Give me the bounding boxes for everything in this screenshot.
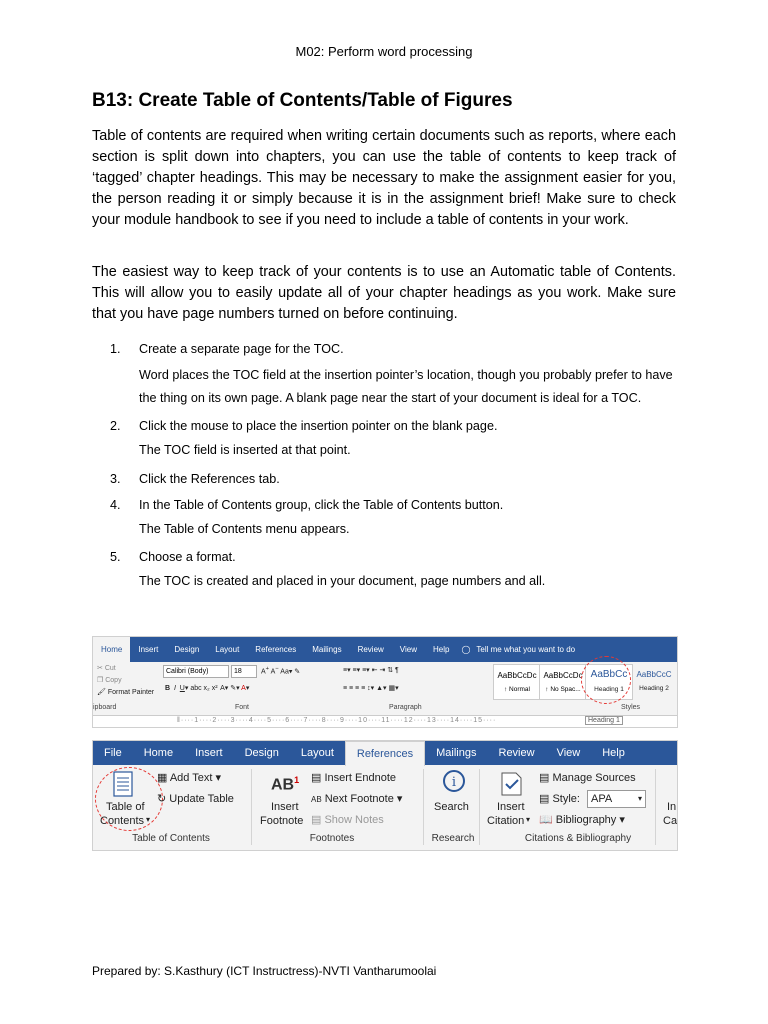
next-footnote-button[interactable]: AB Next Footnote ▾	[311, 793, 403, 805]
chevron-down-icon: ▾	[526, 815, 531, 824]
ruler-ticks: ‖····1····2····3····4····5····6····7····8····9····10····11····12····13····14····15····	[177, 717, 497, 724]
tab-help[interactable]: Help	[433, 645, 450, 654]
font-size-select[interactable]: 18	[231, 665, 257, 678]
list-item	[110, 417, 676, 462]
manage-sources-button[interactable]: ▤ Manage Sources	[539, 772, 636, 784]
ruler	[93, 715, 677, 728]
ribbon-tab-bar	[93, 637, 677, 662]
tab-layout[interactable]: Layout	[215, 645, 240, 654]
group-divider	[251, 769, 252, 845]
style-label: ↑ Normal	[503, 686, 530, 693]
bibliography-button[interactable]: 📖 Bibliography ▾	[539, 814, 625, 826]
style-label: Heading 2	[639, 685, 669, 692]
copy-button[interactable]: ❐ Copy	[97, 677, 122, 684]
tab-insert[interactable]: Insert	[195, 747, 223, 759]
step-number: 2.	[110, 419, 121, 433]
list-item	[110, 496, 676, 541]
citation-style-select[interactable]: APA ▾	[587, 790, 646, 808]
step-text: Click the mouse to place the insertion pointer on the blank page.	[139, 419, 498, 433]
tab-design[interactable]: Design	[174, 645, 200, 654]
step-text: Click the References tab.	[139, 471, 280, 486]
group-label-clipboard: ipboard	[93, 704, 117, 711]
group-label-research: Research	[431, 833, 475, 844]
insert-footnote-line1: Insert	[271, 801, 299, 813]
step-detail: The TOC is created and placed in your document, page numbers and all.	[139, 574, 546, 588]
group-label-styles: Styles	[621, 704, 641, 711]
toc-label-line1: Table of	[106, 801, 145, 813]
style-label: ↑ No Spac...	[545, 686, 581, 693]
style-preview: AaBbCcDc	[543, 671, 583, 680]
format-painter-button[interactable]: 🖌 Format Painter	[97, 689, 155, 696]
font-name-select[interactable]: Calibri (Body)	[163, 665, 229, 678]
list-item	[110, 470, 676, 488]
format-painter-label: Format Painter	[107, 689, 155, 696]
align-buttons[interactable]: ≡ ≡ ≡ ≡ ↕▾ ▲▾ ▦▾	[343, 685, 399, 692]
step-detail: The TOC field is inserted at that point.	[139, 443, 351, 457]
insert-citation-icon	[499, 771, 525, 797]
ribbon-tab-bar	[93, 741, 677, 765]
insert-footnote-icon: $AB^1$	[271, 775, 300, 794]
tab-review[interactable]: Review	[498, 747, 535, 759]
group-divider	[423, 769, 424, 845]
tab-view[interactable]: View	[399, 645, 417, 654]
step-detail: The Table of Contents menu appears.	[139, 521, 350, 536]
tell-me-input[interactable]: Tell me what you want to do	[476, 645, 576, 654]
insert-citation-line1: Insert	[497, 801, 525, 813]
ribbon-body	[93, 662, 677, 710]
highlight-circle	[581, 656, 631, 704]
copy-label: Copy	[105, 677, 122, 684]
tab-home[interactable]: Home	[143, 747, 174, 759]
steps-list	[110, 340, 676, 593]
insert-caption-line1[interactable]: In	[667, 801, 677, 813]
search-button[interactable]: Search	[434, 801, 469, 813]
tab-review[interactable]: Review	[357, 645, 384, 654]
group-divider	[479, 769, 480, 845]
tab-layout[interactable]: Layout	[300, 747, 334, 759]
tab-references[interactable]: References	[255, 645, 297, 654]
insert-citation-line2: Citation	[487, 815, 525, 827]
tab-references[interactable]: References	[345, 741, 425, 766]
step-text: Create a separate page for the TOC.	[139, 342, 344, 356]
font-format-buttons[interactable]: B I U▾ abc x₂ x² A▾ ✎▾ A▾	[165, 685, 250, 692]
add-text-label: Add Text	[169, 772, 213, 784]
style-label: Heading 1	[594, 686, 624, 693]
tab-view[interactable]: View	[556, 747, 581, 759]
step-number: 3.	[110, 471, 121, 486]
style-no-spacing[interactable]	[539, 664, 587, 700]
group-divider	[655, 769, 656, 845]
ribbon-screenshot-home	[92, 636, 678, 728]
list-item	[110, 548, 676, 593]
ruler-tooltip: Heading 1	[585, 716, 623, 725]
update-table-label: Update Table	[169, 793, 234, 805]
show-notes-button[interactable]: ▤ Show Notes	[311, 814, 384, 826]
insert-caption-line2[interactable]: Ca	[663, 815, 678, 827]
search-icon	[442, 769, 466, 793]
group-label-paragraph: Paragraph	[389, 704, 422, 711]
page-title: B13: Create Table of Contents/Table of Figures	[92, 90, 513, 111]
step-detail: Word places the TOC field at the insertion pointer’s location, though you probably prefer to have the thing on its own page. A blank page near the start of your document is ideal for a TOC.	[139, 368, 673, 405]
toc-label-line2: Contents	[100, 815, 145, 827]
tab-insert[interactable]: Insert	[138, 645, 159, 654]
footnote-ab-glyph: AB	[271, 776, 295, 794]
add-text-button[interactable]: ▦ Add Text ▾	[157, 772, 222, 784]
insert-endnote-label: Insert Endnote	[324, 772, 397, 784]
next-footnote-label: Next Footnote	[324, 793, 394, 805]
step-text: In the Table of Contents group, click the Table of Contents button.	[139, 497, 504, 512]
update-table-button[interactable]: ↻ Update Table	[157, 793, 234, 805]
list-buttons[interactable]: ≡▾ ≡▾ ≡▾ ⇤ ⇥ ⇅ ¶	[343, 667, 399, 674]
tab-design[interactable]: Design	[244, 747, 279, 759]
style-normal[interactable]	[493, 664, 541, 700]
paragraph-intro: Table of contents are required when writing certain documents such as reports, where each section is split down into chapters, you can use the table of contents to keep track of ‘tagged’ chapter headings. This may be necessary to make the assignment easier for you, the person reading it or simply because it is in the assignment brief! Make sure to check your module handbook to see if you need to include a table of contents in your work.	[92, 128, 676, 228]
ribbon-screenshot-references	[92, 740, 678, 851]
tab-home[interactable]: Home	[93, 637, 130, 662]
highlight-circle	[95, 767, 163, 831]
style-preview: AaBbCcC	[636, 670, 672, 679]
group-labels	[93, 704, 677, 714]
cut-button[interactable]: ✂ Cut	[97, 665, 116, 672]
font-size-buttons[interactable]: A+ A− Aa▾ ✎	[261, 666, 301, 676]
paragraph-automatic-toc: The easiest way to keep track of your contents is to use an Automatic table of Contents. This will allow you to easily update all of your chapter headings as you work. Make sure that you have page numbers turned on before continuing.	[92, 264, 676, 322]
tab-file[interactable]: File	[104, 747, 122, 759]
group-label-font: Font	[235, 704, 250, 711]
step-number: 5.	[110, 550, 121, 564]
list-item	[110, 340, 676, 409]
style-label-text: Style:	[552, 793, 580, 805]
ribbon-body	[93, 765, 677, 850]
step-number: 4.	[110, 497, 121, 512]
step-number: 1.	[110, 342, 121, 356]
insert-footnote-line2: Footnote	[260, 815, 304, 827]
style-preview: AaBbCc	[590, 669, 628, 680]
group-label-citations: Citations & Bibliography	[524, 833, 632, 844]
style-heading-2[interactable]	[631, 664, 677, 698]
svg-text:i: i	[451, 775, 457, 790]
cut-label: Cut	[104, 665, 116, 672]
bibliography-label: Bibliography	[555, 814, 617, 826]
group-label-toc: Table of Contents	[132, 833, 210, 844]
chevron-down-icon: ▾	[146, 815, 151, 824]
show-notes-label: Show Notes	[324, 814, 384, 826]
manage-sources-label: Manage Sources	[552, 772, 636, 784]
page-header: M02: Perform word processing	[295, 44, 473, 59]
insert-endnote-button[interactable]: ▤ Insert Endnote	[311, 772, 397, 784]
group-label-footnotes: Footnotes	[309, 833, 355, 844]
tab-mailings[interactable]: Mailings	[436, 747, 477, 759]
tab-mailings[interactable]: Mailings	[312, 645, 342, 654]
page-footer: Prepared by: S.Kasthury (ICT Instructress)-NVTI Vantharumoolai	[92, 964, 437, 978]
step-text: Choose a format.	[139, 550, 236, 564]
tab-help[interactable]: Help	[602, 747, 625, 759]
style-label: ▤ Style:	[539, 793, 580, 805]
lightbulb-icon: ◯	[461, 645, 471, 654]
style-preview: AaBbCcDc	[497, 671, 537, 680]
citation-style-value: APA	[591, 793, 613, 805]
